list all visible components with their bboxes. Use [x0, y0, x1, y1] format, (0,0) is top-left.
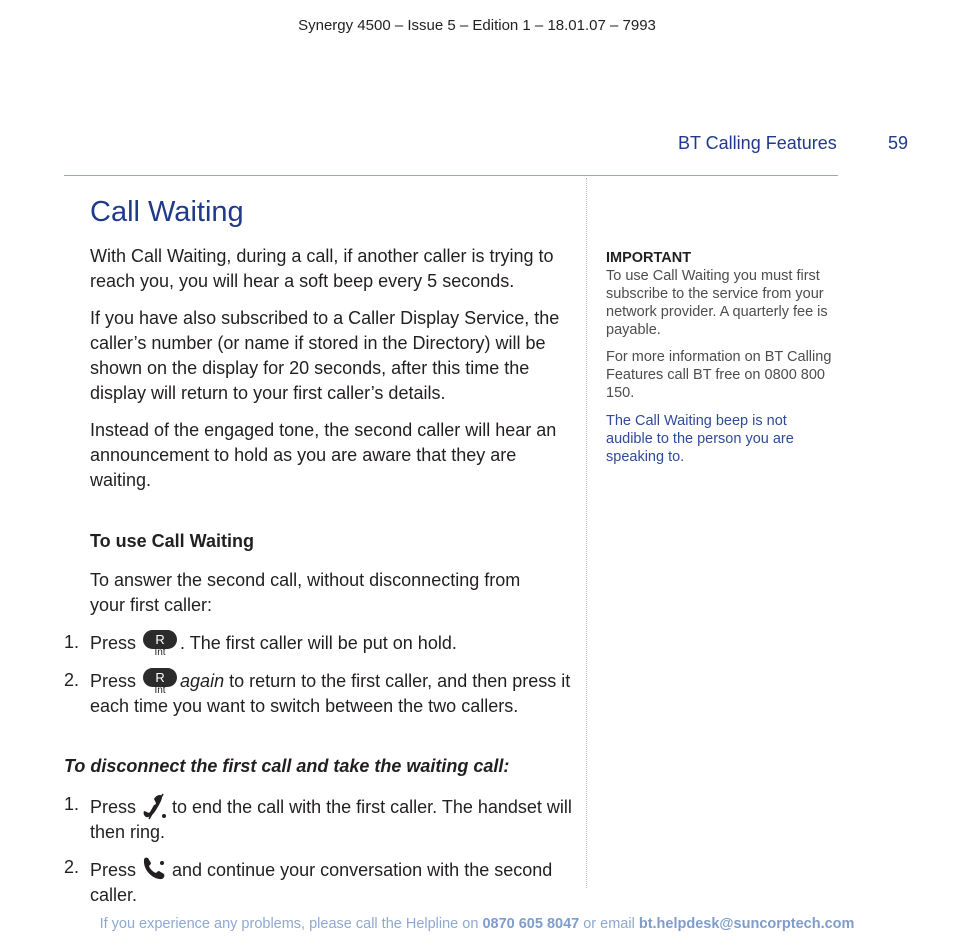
- sidebar-note-beep: The Call Waiting beep is not audible to the person you are speaking to.: [606, 413, 794, 465]
- footer-email: bt.helpdesk@suncorptech.com: [638, 916, 855, 932]
- paragraph-caller-display: If you have also subscribed to a Caller Display Service, the caller’s number (or name if stored in the Directory) will be shown on the display for 20 seconds, after this time the display will return to your first caller’s details.: [90, 308, 560, 403]
- footer-helpline: [0, 916, 954, 932]
- step-number: 1.: [64, 632, 80, 652]
- recall-key-sublabel: Int: [154, 685, 166, 696]
- step-press-label: Press: [90, 797, 137, 817]
- step-text: [90, 792, 574, 845]
- recall-key-icon: [143, 630, 177, 658]
- document-info: Synergy 4500 – Issue 5 – Edition 1 – 18.01.07 – 7993: [298, 17, 656, 34]
- step-press-label: Press: [90, 860, 137, 880]
- step-press-label: Press: [90, 671, 137, 691]
- header-rule: [64, 175, 838, 176]
- subheading-to-use: To use Call Waiting: [90, 531, 255, 551]
- paragraph-announcement: Instead of the engaged tone, the second caller will hear an announcement to hold as you are aware that they are waiting.: [90, 420, 557, 490]
- sidebar-important-label: IMPORTANT: [606, 250, 692, 266]
- end-call-icon: [140, 792, 168, 820]
- step-instruction: to end the call with the first caller. The handset will then ring.: [90, 797, 572, 842]
- footer-text: If you experience any problems, please call the Helpline on: [99, 916, 483, 932]
- footer-text-middle: or email: [579, 916, 639, 932]
- recall-key-label: R: [143, 668, 177, 687]
- recall-key-sublabel: Int: [154, 647, 166, 658]
- subheading-disconnect: To disconnect the first call and take the waiting call:: [64, 756, 510, 776]
- step-text: [90, 855, 574, 908]
- recall-key-icon: [143, 668, 177, 696]
- step-press-label: Press: [90, 633, 137, 653]
- step-text: [90, 668, 574, 719]
- step-number: 1.: [64, 794, 80, 814]
- sidebar-note-info: For more information on BT Calling Features call BT free on 0800 800 150.: [606, 349, 832, 401]
- paragraph-answer-intro: To answer the second call, without disconnecting from your first caller:: [90, 570, 521, 615]
- running-title: BT Calling Features: [678, 133, 837, 153]
- page-title: Call Waiting: [90, 196, 244, 228]
- recall-key-label: R: [143, 630, 177, 649]
- paragraph-intro: With Call Waiting, during a call, if another caller is trying to reach you, you will hear a soft beep every 5 seconds.: [90, 246, 554, 291]
- step-instruction: . The first caller will be put on hold.: [180, 633, 457, 653]
- step-text: [90, 630, 574, 656]
- talk-icon: [140, 855, 168, 883]
- column-divider: [586, 178, 587, 888]
- step-emphasis: again: [180, 671, 225, 691]
- step-instruction: to return to the first caller, and then press it each time you want to switch between the two callers.: [90, 671, 571, 716]
- footer-phone: 0870 605 8047: [482, 916, 580, 932]
- step-number: 2.: [64, 670, 80, 690]
- sidebar-note-subscribe: To use Call Waiting you must first subscribe to the service from your network provider. A quarterly fee is payable.: [606, 268, 828, 338]
- page-number: 59: [888, 133, 909, 153]
- step-number: 2.: [64, 857, 80, 877]
- step-instruction: and continue your conversation with the second caller.: [90, 860, 553, 905]
